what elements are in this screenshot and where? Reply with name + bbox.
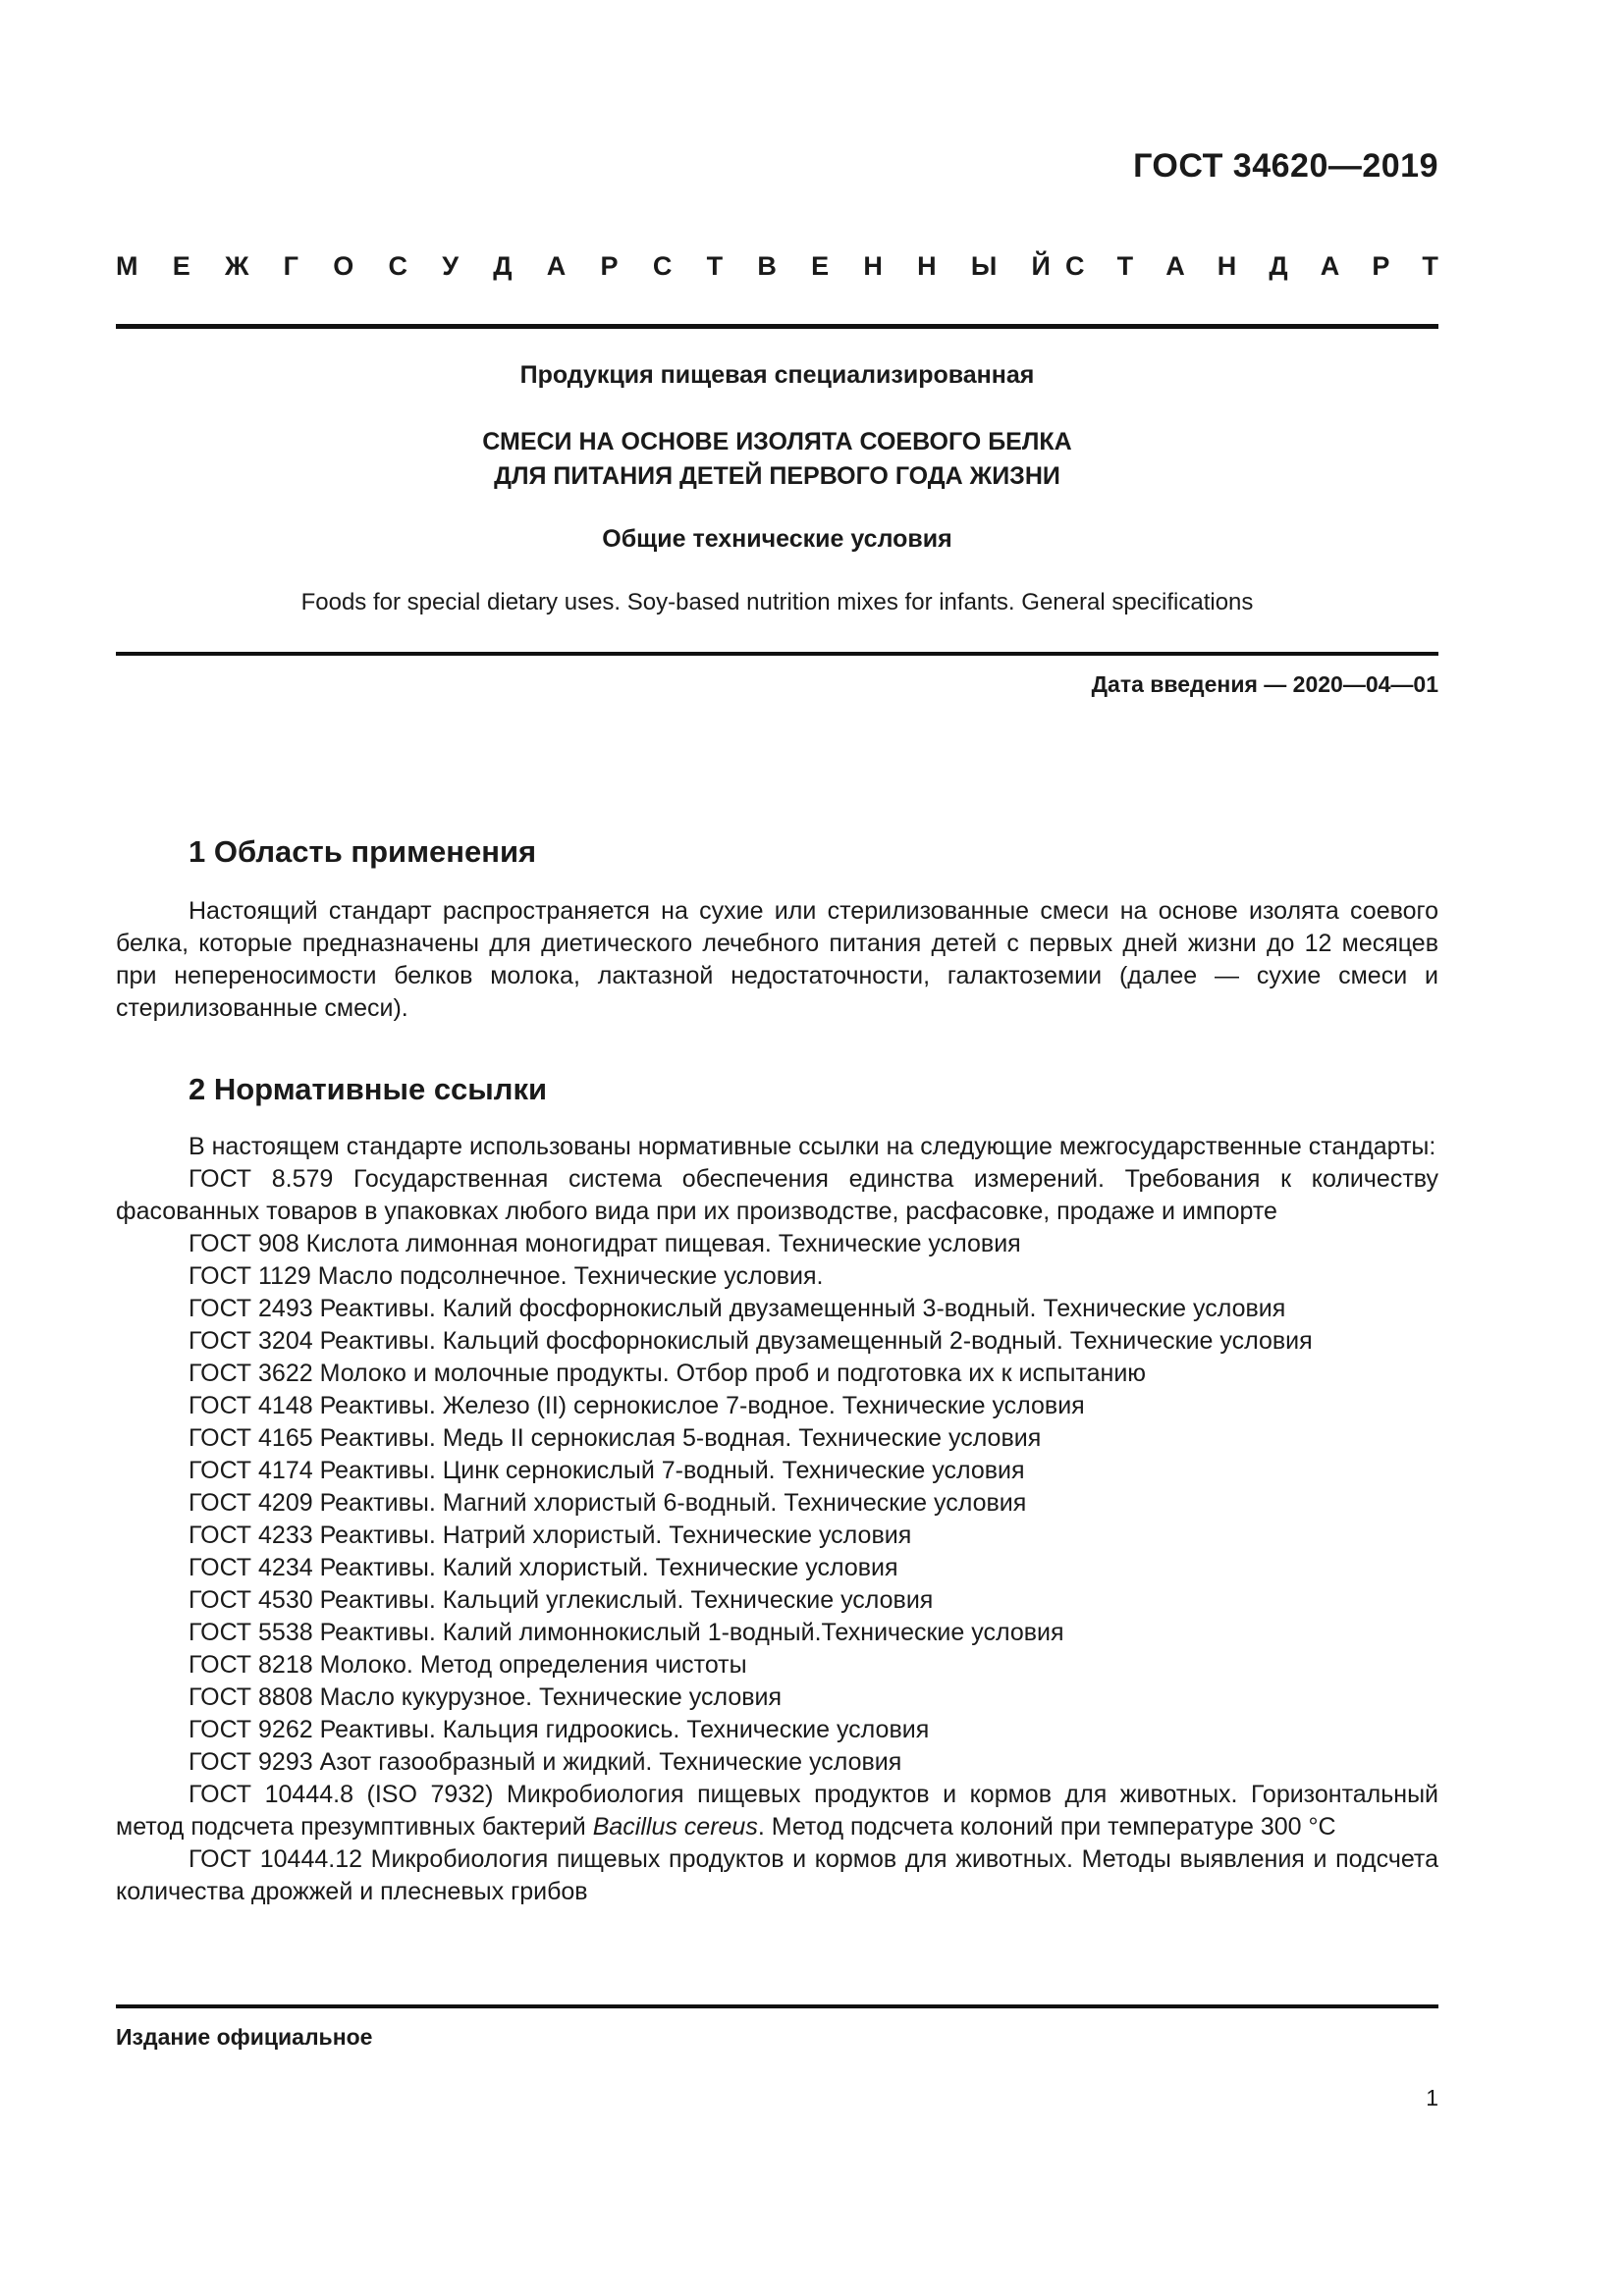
heading-letter: Н bbox=[863, 251, 883, 281]
reference-item: ГОСТ 3622 Молоко и молочные продукты. Отбор проб и подготовка их к испытанию bbox=[189, 1360, 1147, 1387]
reference-item: ГОСТ 5538 Реактивы. Калий лимоннокислый 1-водный.Технические условия bbox=[189, 1619, 1064, 1646]
reference-text-tail: . Метод подсчета колоний при температуре 300 °С bbox=[757, 1813, 1336, 1841]
references-list bbox=[116, 1163, 1438, 1779]
reference-item: ГОСТ 4165 Реактивы. Медь II сернокислая 5-водная. Технические условия bbox=[189, 1424, 1042, 1452]
heading-letter: Ж bbox=[225, 251, 249, 281]
heading-letter: У bbox=[442, 251, 460, 281]
document-title bbox=[116, 425, 1438, 494]
heading-letter: А bbox=[1320, 251, 1340, 281]
heading-letter: Д bbox=[493, 251, 513, 281]
reference-item: ГОСТ 4530 Реактивы. Кальций углекислый. Технические условия bbox=[189, 1586, 934, 1614]
section-1-paragraph: Настоящий стандарт распространяется на сухие или стерилизованные смеси на основе изолята соевого белка, которые предназначены для диетического лечебного питания детей с первых дней жизни до 12 месяцев при непереносимости белков молока, лактазной недостаточности, галактоземии (далее — сухие смеси и стерилизованные смеси). bbox=[116, 897, 1438, 1022]
section-2-text bbox=[116, 1131, 1438, 1908]
heading-letter: А bbox=[546, 251, 567, 281]
footer-rule bbox=[116, 2004, 1438, 2008]
document-subtitle: Общие технические условия bbox=[602, 525, 952, 553]
heading-letter: Р bbox=[600, 251, 619, 281]
heading-letter: В bbox=[757, 251, 777, 281]
heading-letter: С bbox=[652, 251, 673, 281]
reference-item bbox=[116, 1779, 1438, 1843]
interstate-word bbox=[116, 251, 1051, 282]
title-line-1: СМЕСИ НА ОСНОВЕ ИЗОЛЯТА СОЕВОГО БЕЛКА bbox=[482, 428, 1072, 455]
heading-letter: Т bbox=[1422, 251, 1438, 281]
heading-letter: Д bbox=[1269, 251, 1288, 281]
section-1-heading: 1 Область применения bbox=[189, 834, 537, 869]
reference-item: ГОСТ 9262 Реактивы. Кальция гидроокись. Технические условия bbox=[189, 1716, 930, 1743]
heading-letter: А bbox=[1165, 251, 1185, 281]
page-number: 1 bbox=[1426, 2085, 1438, 2110]
heading-letter: Р bbox=[1372, 251, 1390, 281]
reference-item: ГОСТ 4234 Реактивы. Калий хлористый. Технические условия bbox=[189, 1554, 898, 1581]
reference-item: ГОСТ 4174 Реактивы. Цинк сернокислый 7-водный. Технические условия bbox=[189, 1457, 1025, 1484]
title-line-2: ДЛЯ ПИТАНИЯ ДЕТЕЙ ПЕРВОГО ГОДА ЖИЗНИ bbox=[494, 462, 1060, 490]
section-1-text bbox=[116, 895, 1438, 1025]
reference-italic-term: Bacillus cereus bbox=[592, 1813, 758, 1841]
official-edition-label: Издание официальное bbox=[116, 2024, 373, 2050]
reference-item: ГОСТ 8.579 Государственная система обеспечения единства измерений. Требования к количеству фасованных товаров в упаковках любого вида при их производстве, расфасовке, продаже и импорте bbox=[116, 1165, 1438, 1225]
reference-item: ГОСТ 4233 Реактивы. Натрий хлористый. Технические условия bbox=[189, 1522, 912, 1549]
reference-item: ГОСТ 9293 Азот газообразный и жидкий. Технические условия bbox=[189, 1748, 902, 1776]
heading-letter: Н bbox=[917, 251, 937, 281]
reference-item: ГОСТ 908 Кислота лимонная моногидрат пищевая. Технические условия bbox=[189, 1230, 1021, 1257]
gost-code: ГОСТ 34620—2019 bbox=[1133, 147, 1438, 185]
reference-item: ГОСТ 4148 Реактивы. Железо (II) сернокислое 7-водное. Технические условия bbox=[189, 1392, 1085, 1419]
heading-letter: Т bbox=[1116, 251, 1134, 281]
reference-item: ГОСТ 1129 Масло подсолнечное. Технические условия. bbox=[189, 1262, 824, 1290]
reference-text: ГОСТ 10444.8 (ISO 7932) Микробиология пищевых продуктов и кормов для животных. Горизонтальный метод подсчета презумптивных бактерий bbox=[116, 1781, 1438, 1841]
effective-date: Дата введения — 2020—04—01 bbox=[1091, 671, 1438, 697]
reference-item: ГОСТ 2493 Реактивы. Калий фосфорнокислый двузамещенный 3-водный. Технические условия bbox=[189, 1295, 1286, 1322]
heading-letter: Н bbox=[1217, 251, 1237, 281]
english-title: Foods for special dietary uses. Soy-based nutrition mixes for infants. General specifications bbox=[300, 589, 1254, 615]
heading-letter: О bbox=[333, 251, 354, 281]
reference-item: ГОСТ 8218 Молоко. Метод определения чистоты bbox=[189, 1651, 747, 1679]
reference-item: ГОСТ 10444.12 Микробиология пищевых продуктов и кормов для животных. Методы выявления и подсчета количества дрожжей и плесневых грибов bbox=[116, 1845, 1438, 1905]
section-2-intro: В настоящем стандарте использованы нормативные ссылки на следующие межгосударственные стандарты: bbox=[189, 1133, 1436, 1160]
standard-word bbox=[1065, 251, 1438, 282]
heading-letter: С bbox=[388, 251, 407, 281]
reference-item: ГОСТ 8808 Масло кукурузное. Технические условия bbox=[189, 1683, 783, 1711]
heading-letter: Т bbox=[706, 251, 724, 281]
product-category: Продукция пищевая специализированная bbox=[519, 361, 1035, 389]
heading-letter: С bbox=[1065, 251, 1085, 281]
section-2-heading: 2 Нормативные ссылки bbox=[189, 1072, 548, 1106]
heading-letter: Е bbox=[172, 251, 190, 281]
reference-item: ГОСТ 4209 Реактивы. Магний хлористый 6-водный. Технические условия bbox=[189, 1489, 1027, 1517]
title-rule bbox=[116, 652, 1438, 656]
heading-letter: Ы bbox=[970, 251, 998, 281]
heading-letter: Е bbox=[811, 251, 830, 281]
top-rule bbox=[116, 324, 1438, 329]
reference-item: ГОСТ 3204 Реактивы. Кальций фосфорнокислый двузамещенный 2-водный. Технические условия bbox=[189, 1327, 1313, 1355]
heading-letter: Г bbox=[283, 251, 298, 281]
interstate-standard-heading bbox=[116, 251, 1438, 282]
heading-letter: Й bbox=[1031, 251, 1051, 281]
heading-letter: М bbox=[116, 251, 138, 281]
